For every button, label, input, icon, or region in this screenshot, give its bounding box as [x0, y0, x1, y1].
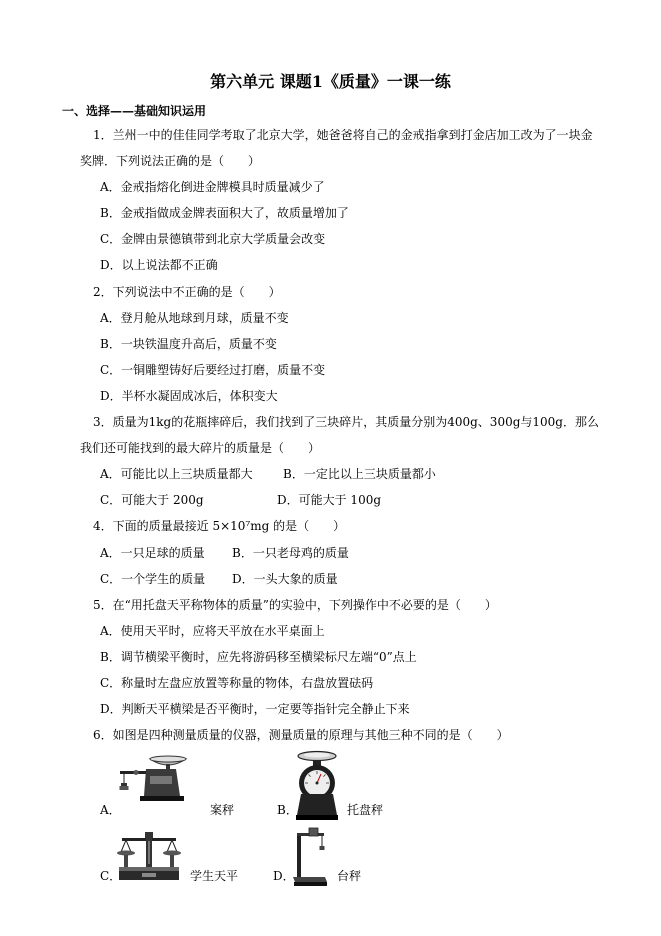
section-heading: 一、选择——基础知识运用 — [62, 104, 207, 118]
question-2-stem: 2．下列说法中不正确的是（ ） — [93, 284, 281, 299]
figure-c-caption: 学生天平 — [190, 869, 239, 883]
dial-tray-scale-icon — [292, 750, 342, 822]
question-4-option-b: B．一只老母鸡的质量 — [232, 545, 349, 560]
figure-a-letter: A． — [100, 803, 121, 817]
question-4-options-row-1 — [0, 540, 661, 566]
question-3-stem-line-1: 3．质量为1kg的花瓶摔碎后，我们找到了三块碎片，其质量分别为400g、300g与100g．那么 — [93, 415, 599, 430]
question-5-stem: 5．在“用托盘天平称物体的质量”的实验中，下列操作中不必要的是（ ） — [93, 597, 497, 612]
figure-b-letter: B． — [277, 803, 298, 817]
question-2-option-d: D．半杯水凝固成冰后，体积变大 — [100, 388, 278, 403]
counter-scale-icon — [116, 752, 192, 804]
figure-d-letter: D． — [273, 869, 295, 883]
question-3-option-d: D．可能大于 100g — [277, 493, 382, 508]
question-4-option-d: D．一头大象的质量 — [232, 571, 338, 586]
figure-d-caption: 台秤 — [337, 869, 362, 883]
question-5-option-a: A．使用天平时，应将天平放在水平桌面上 — [100, 623, 325, 638]
question-5-option-d: D．判断天平横梁是否平衡时，一定要等指针完全静止下来 — [100, 702, 410, 717]
student-balance-icon — [116, 831, 182, 883]
question-1-option-d: D．以上说法都不正确 — [100, 258, 218, 273]
figure-c-letter: C． — [100, 869, 122, 883]
question-2-option-b: B．一块铁温度升高后，质量不变 — [100, 336, 277, 351]
question-list — [0, 122, 661, 748]
question-3-options-row-2 — [0, 487, 661, 513]
question-1-option-a: A．金戒指熔化倒进金牌模具时质量减少了 — [100, 180, 325, 195]
question-5-option-c: C．称量时左盘应放置等称量的物体，右盘放置砝码 — [100, 675, 374, 690]
question-1-stem-line-1: 1．兰州一中的佳佳同学考取了北京大学，她爸爸将自己的金戒指拿到打金店加工改为了一块金 — [93, 128, 593, 142]
question-1-option-b: B．金戒指做成金牌表面积大了，故质量增加了 — [100, 206, 349, 221]
question-3-stem-line-2: 我们还可能找到的最大碎片的质量是（ ） — [80, 441, 321, 456]
question-3-option-b: B．一定比以上三块质量都小 — [283, 467, 436, 482]
question-4-option-a: A．一只足球的质量 — [100, 545, 205, 560]
question-4-stem: 4．下面的质量最接近 5×10⁷mg 的是（ ） — [93, 519, 346, 534]
question-5-option-b: B．调节横梁平衡时，应先将游码移至横梁标尺左端“0”点上 — [100, 649, 417, 664]
platform-scale-icon — [292, 824, 328, 888]
page-title: 第六单元 课题1《质量》一课一练 — [210, 72, 451, 91]
question-1-stem-line-2: 奖牌．下列说法正确的是（ ） — [80, 154, 261, 169]
question-4-options-row-2 — [0, 566, 661, 592]
question-1-option-c: C．金牌由景德镇带到北京大学质量会改变 — [100, 232, 326, 247]
question-6-stem: 6．如图是四种测量质量的仪器，测量质量的原理与其他三种不同的是（ ） — [93, 728, 509, 743]
question-3-option-c: C．可能大于 200g — [100, 493, 204, 508]
figure-b-caption: 托盘秤 — [347, 803, 384, 817]
question-3-options-row-1 — [0, 461, 661, 487]
question-2-option-c: C．一铜雕塑铸好后要经过打磨，质量不变 — [100, 362, 326, 377]
question-4-option-c: C．一个学生的质量 — [100, 571, 206, 586]
figure-a-caption: 案秤 — [210, 803, 235, 817]
question-2-option-a: A．登月舱从地球到月球，质量不变 — [100, 310, 289, 325]
question-3-option-a: A．可能比以上三块质量都大 — [100, 467, 253, 482]
